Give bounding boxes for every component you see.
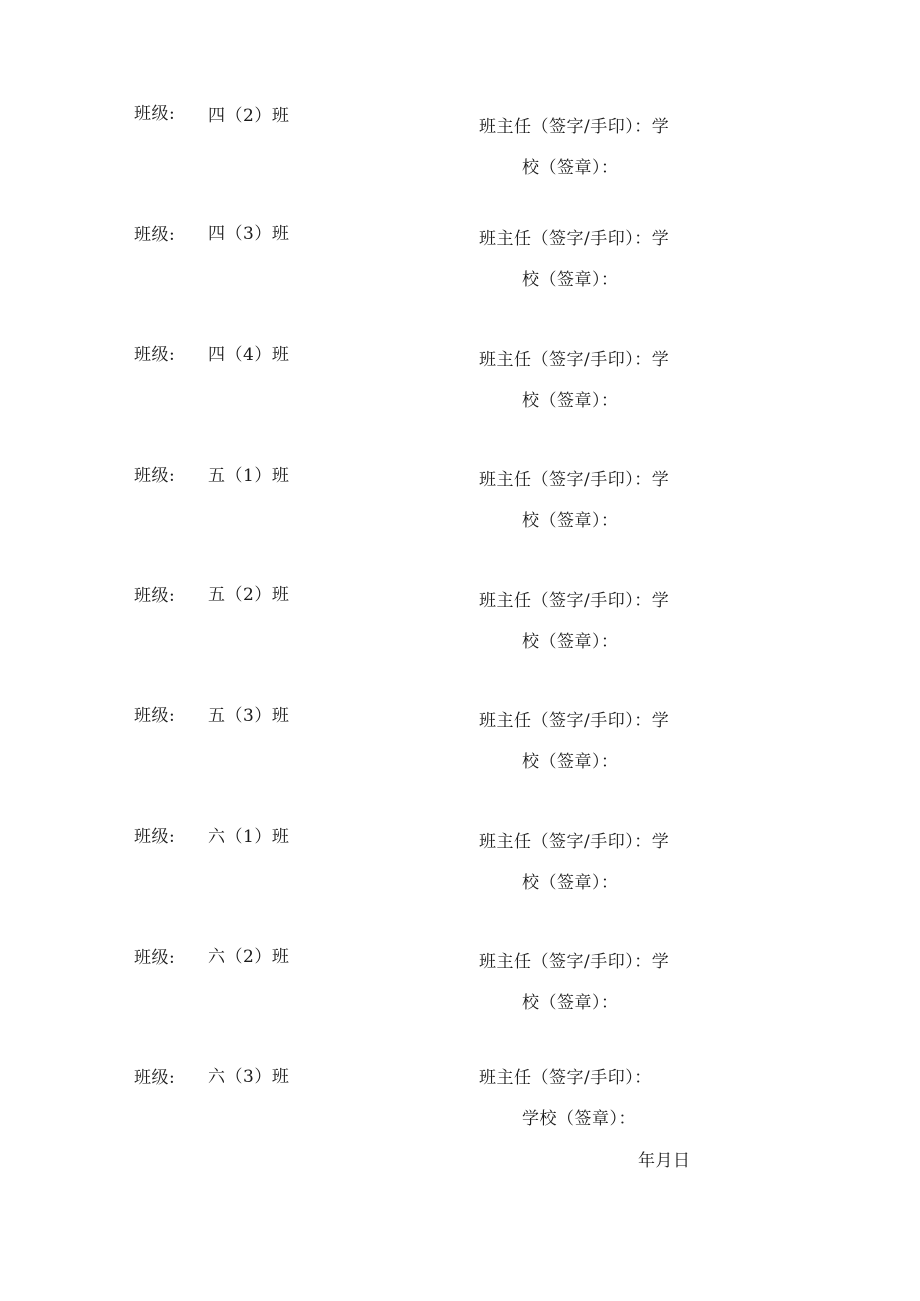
teacher-signature-line: 班主任（签字/手印）：学 [479, 952, 670, 972]
class-label: 班级: [134, 225, 176, 245]
class-name: 六（1）班 [208, 827, 290, 847]
class-label: 班级: [134, 586, 176, 606]
class-name: 五（3）班 [208, 706, 290, 726]
class-label: 班级: [134, 466, 176, 486]
teacher-signature-line: 班主任（签字/手印）：学 [479, 591, 670, 611]
school-seal-line: 校（签章）： [522, 270, 619, 290]
school-seal-line: 校（签章）： [522, 158, 619, 178]
school-seal-line: 校（签章）： [522, 993, 619, 1013]
teacher-signature-line: 班主任（签字/手印）：学 [479, 229, 670, 249]
class-label: 班级: [134, 948, 176, 968]
teacher-signature-line: 班主任（签字/手印）：学 [479, 470, 670, 490]
class-label: 班级: [134, 706, 176, 726]
teacher-signature-line: 班主任（签字/手印）： [479, 1068, 652, 1088]
school-seal-line: 校（签章）： [522, 873, 619, 893]
class-name: 六（2）班 [208, 947, 290, 967]
class-name: 五（1）班 [208, 466, 290, 486]
teacher-signature-line: 班主任（签字/手印）：学 [479, 711, 670, 731]
school-seal-line: 校（签章）： [522, 391, 619, 411]
class-name: 四（2）班 [208, 106, 290, 126]
class-label: 班级: [134, 1068, 176, 1088]
class-label: 班级: [134, 104, 176, 124]
class-label: 班级: [134, 345, 176, 365]
date-line: 年月日 [638, 1151, 691, 1171]
school-seal-line: 校（签章）： [522, 632, 619, 652]
teacher-signature-line: 班主任（签字/手印）：学 [479, 350, 670, 370]
class-name: 五（2）班 [208, 585, 290, 605]
class-name: 六（3）班 [208, 1067, 290, 1087]
school-seal-line: 校（签章）： [522, 511, 619, 531]
school-seal-line: 学校（签章）： [522, 1109, 636, 1129]
class-name: 四（4）班 [208, 345, 290, 365]
teacher-signature-line: 班主任（签字/手印）：学 [479, 117, 670, 137]
class-name: 四（3）班 [208, 224, 290, 244]
teacher-signature-line: 班主任（签字/手印）：学 [479, 832, 670, 852]
class-label: 班级: [134, 827, 176, 847]
school-seal-line: 校（签章）： [522, 752, 619, 772]
